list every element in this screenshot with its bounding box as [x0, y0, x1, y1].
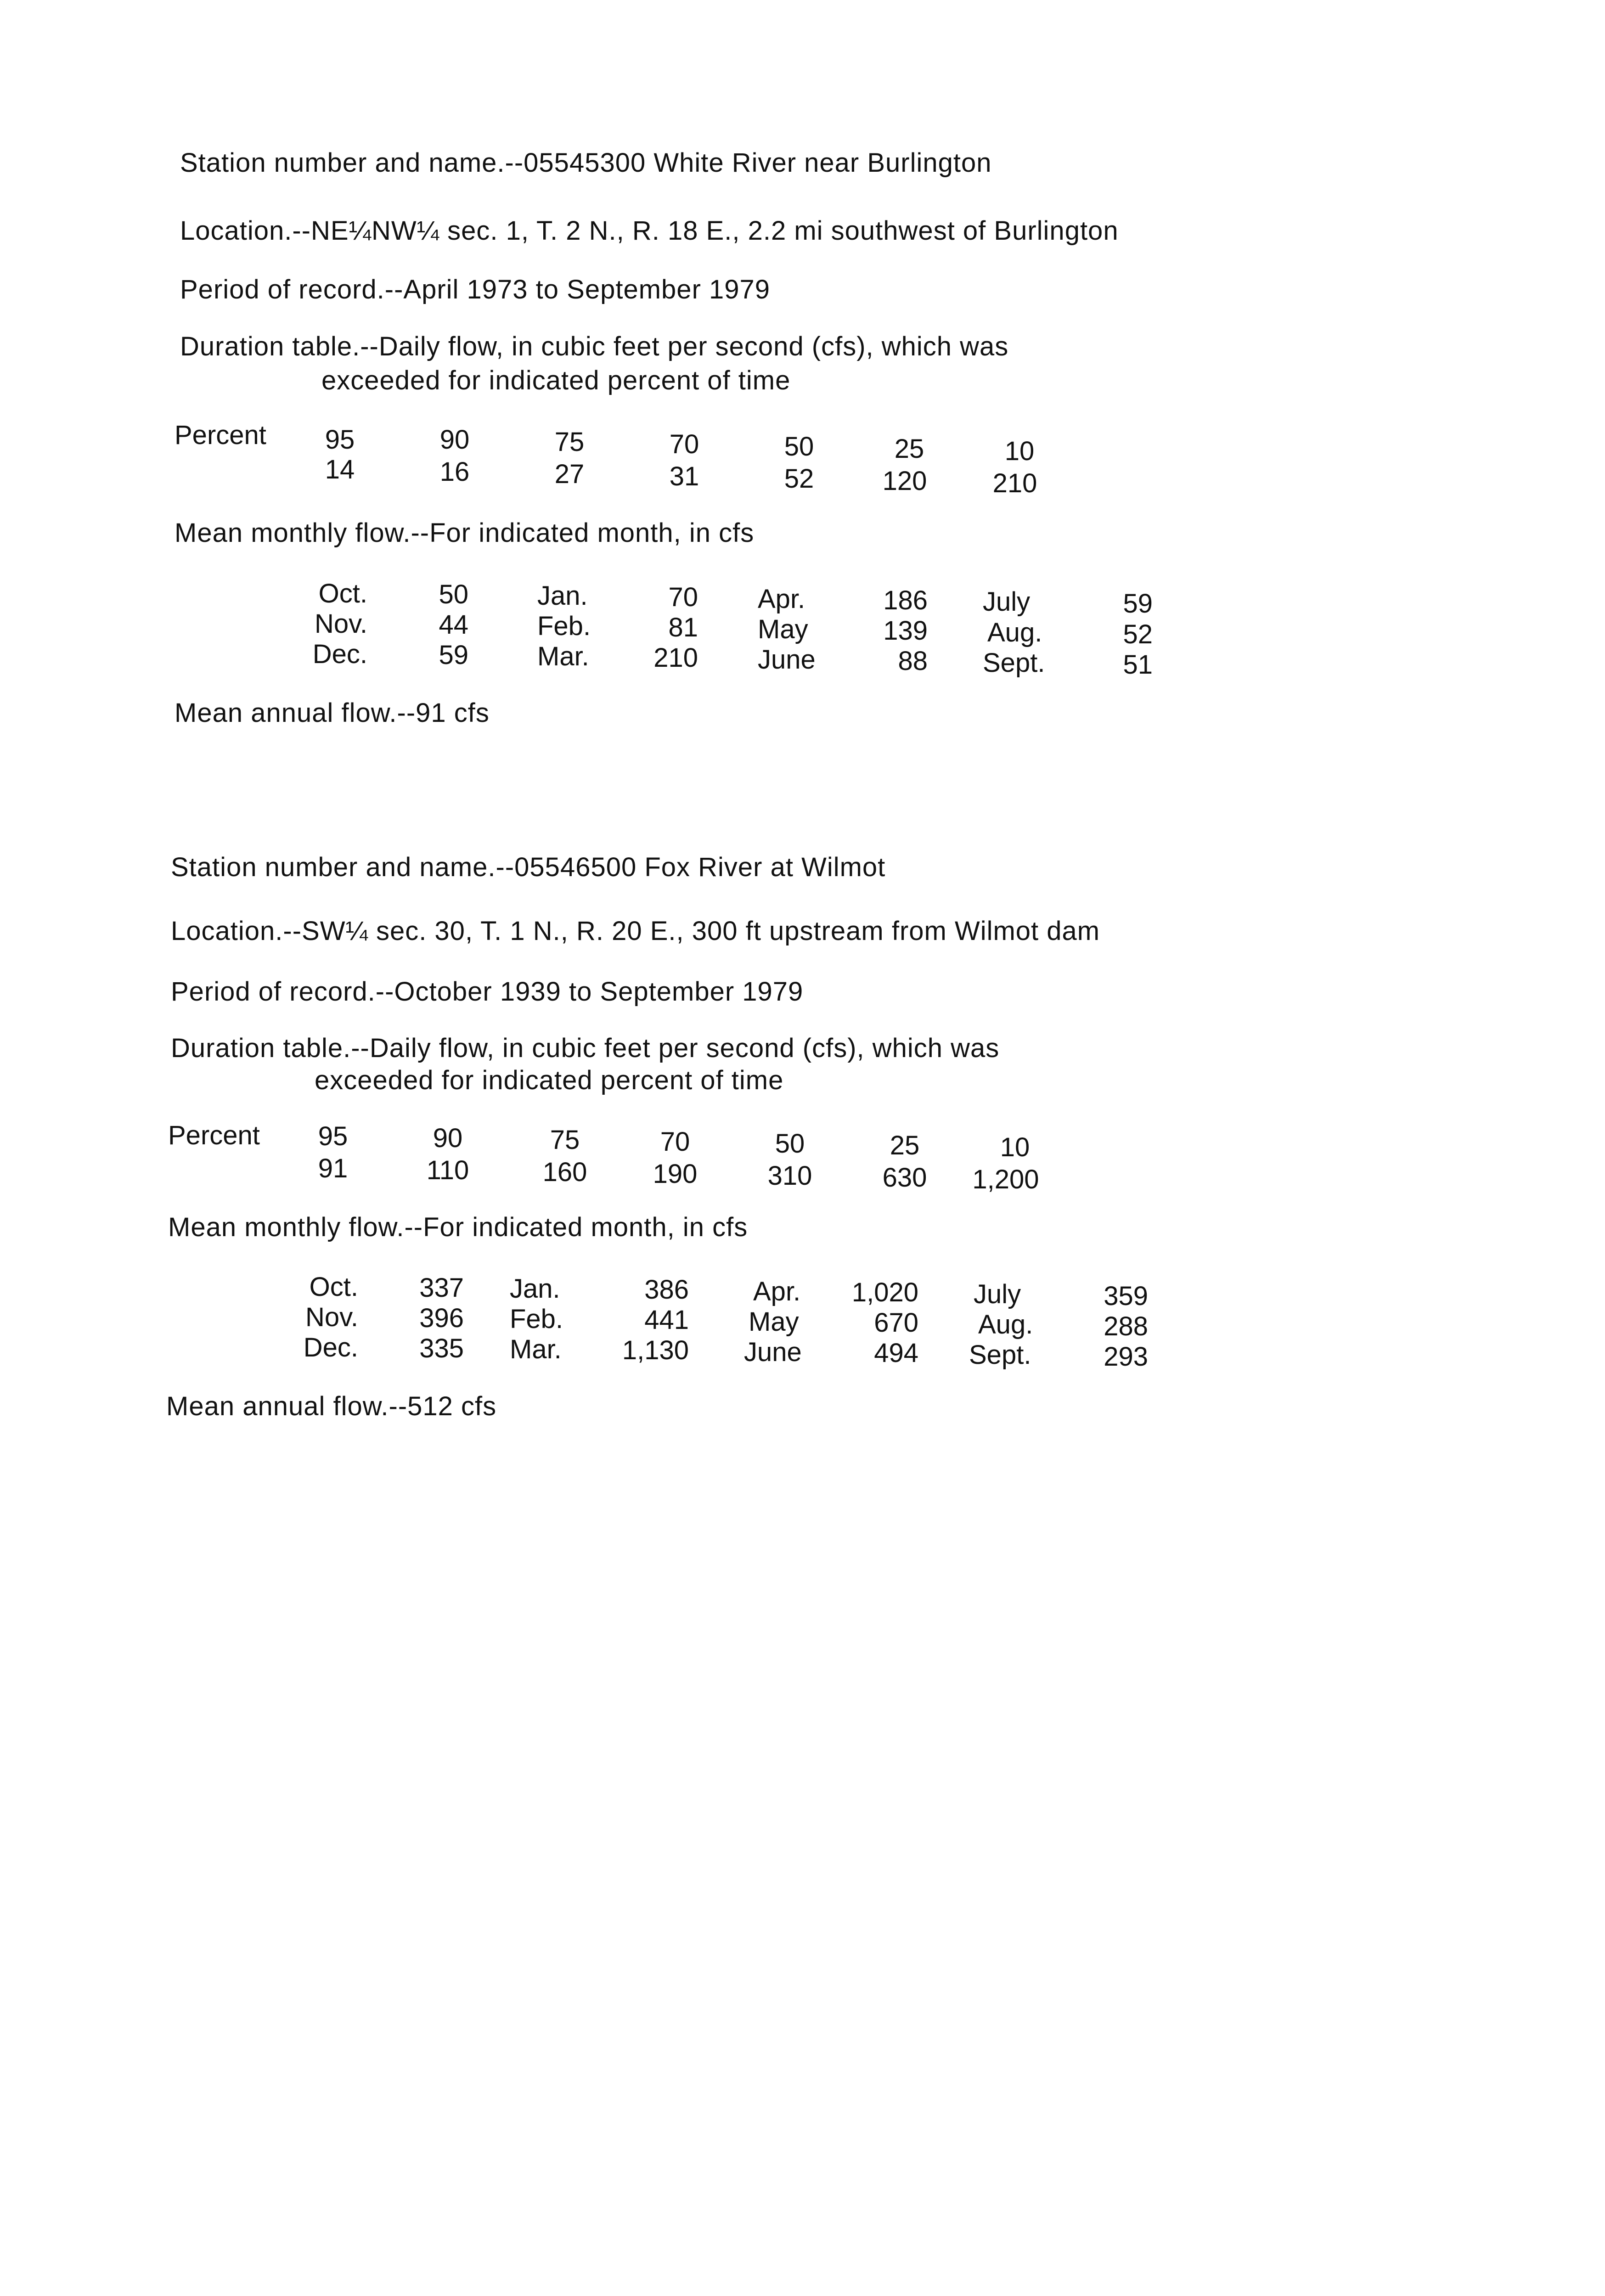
month-flow: 335: [419, 1334, 464, 1363]
month-label: Mar.: [510, 1334, 562, 1364]
month-label: Feb.: [537, 611, 591, 641]
flow-value: 630: [882, 1163, 927, 1193]
duration-table-subheading: exceeded for indicated percent of time: [315, 1065, 784, 1095]
flow-value: 14: [325, 455, 355, 484]
month-label: Dec.: [303, 1333, 358, 1362]
station-number-and-name: Station number and name.--05545300 White River near Burlington: [180, 148, 992, 178]
month-flow: 44: [439, 610, 468, 640]
flow-value: 31: [669, 461, 699, 491]
percent-value: 25: [894, 434, 924, 464]
month-label: June: [758, 645, 816, 675]
month-flow: 441: [644, 1305, 689, 1335]
month-flow: 1,020: [851, 1277, 918, 1307]
month-label: Nov.: [305, 1302, 358, 1332]
month-flow: 386: [644, 1275, 689, 1305]
month-label: Nov.: [315, 609, 367, 639]
percent-value: 25: [890, 1131, 920, 1160]
month-label: Oct.: [309, 1272, 358, 1302]
percent-value: 75: [550, 1125, 580, 1155]
month-flow: 337: [419, 1273, 464, 1303]
percent-value: 90: [433, 1123, 463, 1153]
month-label: Sept.: [969, 1340, 1031, 1370]
percent-value: 95: [318, 1121, 348, 1151]
month-flow: 186: [883, 585, 928, 615]
flow-value: 310: [767, 1161, 812, 1191]
month-flow: 52: [1123, 619, 1153, 649]
period-of-record: Period of record.--April 1973 to September 1979: [180, 275, 771, 304]
duration-table-heading: Duration table.--Daily flow, in cubic feet per second (cfs), which was: [180, 332, 1009, 361]
percent-label: Percent: [175, 420, 266, 450]
flow-value: 27: [554, 459, 585, 489]
flow-value: 210: [992, 468, 1037, 498]
month-flow: 359: [1104, 1281, 1148, 1311]
month-flow: 396: [419, 1303, 464, 1333]
station-location: Location.--NE¼NW¼ sec. 1, T. 2 N., R. 18 E., 2.2 mi southwest of Burlington: [180, 216, 1119, 246]
percent-value: 70: [660, 1127, 690, 1157]
month-label: Sept.: [983, 648, 1045, 678]
station-number-and-name: Station number and name.--05546500 Fox River at Wilmot: [171, 852, 886, 882]
month-flow: 494: [874, 1338, 918, 1368]
percent-label: Percent: [168, 1120, 260, 1150]
station-location: Location.--SW¼ sec. 30, T. 1 N., R. 20 E., 300 ft upstream from Wilmot dam: [171, 916, 1100, 946]
month-label: Oct.: [318, 579, 367, 608]
month-flow: 288: [1104, 1311, 1148, 1341]
duration-table-heading: Duration table.--Daily flow, in cubic feet per second (cfs), which was: [171, 1033, 1000, 1063]
month-flow: 210: [653, 643, 698, 673]
percent-value: 10: [1000, 1132, 1030, 1162]
month-flow: 670: [874, 1308, 918, 1338]
month-label: Apr.: [758, 584, 805, 614]
flow-value: 160: [542, 1157, 587, 1187]
month-label: May: [758, 614, 808, 644]
month-label: Mar.: [537, 642, 589, 671]
mean-annual-flow: Mean annual flow.--91 cfs: [175, 698, 490, 728]
flow-value: 52: [784, 464, 814, 494]
month-flow: 70: [668, 582, 698, 612]
percent-value: 70: [669, 429, 699, 459]
percent-value: 95: [325, 425, 355, 455]
month-label: July: [974, 1279, 1021, 1309]
month-flow: 88: [898, 646, 928, 676]
flow-value: 16: [439, 457, 470, 487]
percent-value: 50: [784, 432, 814, 461]
flow-value: 1,200: [972, 1165, 1039, 1194]
month-label: Dec.: [312, 639, 367, 669]
percent-value: 75: [554, 427, 585, 457]
percent-value: 10: [1004, 436, 1035, 466]
month-label: Aug.: [978, 1310, 1033, 1339]
month-label: May: [749, 1307, 799, 1337]
flow-value: 120: [882, 466, 927, 496]
month-label: Jan.: [537, 581, 588, 611]
percent-value: 50: [775, 1129, 805, 1159]
flow-value: 91: [318, 1154, 348, 1183]
month-label: July: [983, 587, 1031, 617]
duration-table-subheading: exceeded for indicated percent of time: [321, 366, 791, 395]
month-flow: 139: [883, 616, 928, 646]
month-label: Feb.: [510, 1304, 563, 1334]
period-of-record: Period of record.--October 1939 to September 1979: [171, 977, 804, 1007]
month-flow: 51: [1123, 650, 1153, 680]
flow-value: 190: [653, 1159, 698, 1189]
mean-monthly-flow-heading: Mean monthly flow.--For indicated month, in cfs: [168, 1212, 748, 1242]
month-label: Aug.: [987, 618, 1042, 647]
month-flow: 59: [439, 640, 468, 670]
month-flow: 59: [1123, 589, 1153, 619]
mean-annual-flow: Mean annual flow.--512 cfs: [166, 1391, 497, 1421]
mean-monthly-flow-heading: Mean monthly flow.--For indicated month, in cfs: [175, 518, 755, 548]
month-flow: 50: [439, 580, 468, 609]
flow-value: 110: [426, 1155, 469, 1185]
percent-value: 90: [439, 425, 470, 455]
month-label: June: [744, 1337, 802, 1367]
month-label: Jan.: [510, 1274, 560, 1304]
month-flow: 293: [1104, 1342, 1148, 1372]
month-flow: 1,130: [622, 1335, 689, 1365]
month-label: Apr.: [753, 1277, 801, 1306]
month-flow: 81: [668, 613, 698, 642]
